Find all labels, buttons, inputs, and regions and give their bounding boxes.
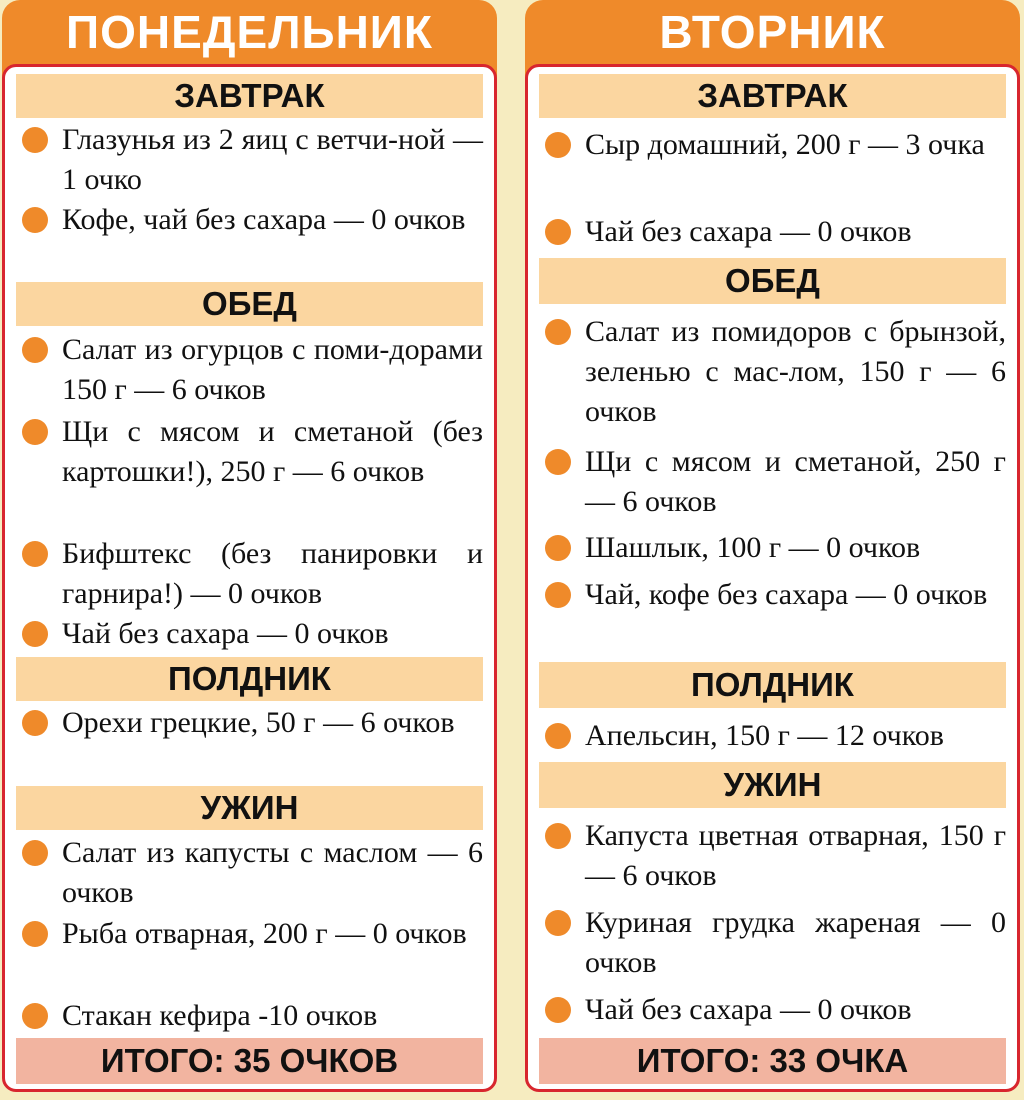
section-lunch: ОБЕД [16,282,483,326]
bullet-icon [545,535,571,561]
bullet-icon [22,710,48,736]
monday-column [2,0,497,1100]
bullet-icon [22,419,48,445]
section-lunch: ОБЕД [539,258,1006,304]
bullet-icon [22,207,48,233]
section-breakfast: ЗАВТРАК [16,74,483,118]
menu-item: Салат из огурцов с поми-дорами 150 г — 6 очков [16,330,483,410]
bullet-icon [22,840,48,866]
menu-item: Кофе, чай без сахара — 0 очков [16,200,483,280]
menu-item: Чай без сахара — 0 очков [539,990,1006,1030]
menu-item: Капуста цветная отварная, 150 г — 6 очков [539,816,1006,896]
menu-item: Чай без сахара — 0 очков [16,614,483,654]
section-snack: ПОЛДНИК [16,657,483,701]
menu-item: Рыба отварная, 200 г — 0 очков [16,914,483,994]
bullet-icon [545,823,571,849]
section-dinner: УЖИН [539,762,1006,808]
menu-item: Шашлык, 100 г — 0 очков [539,528,1006,568]
bullet-icon [22,337,48,363]
menu-item: Салат из капусты с маслом — 6 очков [16,833,483,913]
menu-item: Бифштекс (без панировки и гарнира!) — 0 очков [16,534,483,614]
bullet-icon [22,127,48,153]
bullet-icon [22,921,48,947]
bullet-icon [22,621,48,647]
menu-item: Куриная грудка жареная — 0 очков [539,903,1006,983]
bullet-icon [545,723,571,749]
menu-item: Глазунья из 2 яиц с ветчи-ной — 1 очко [16,120,483,200]
bullet-icon [545,319,571,345]
section-snack: ПОЛДНИК [539,662,1006,708]
menu-item: Орехи грецкие, 50 г — 6 очков [16,703,483,783]
tuesday-column [525,0,1020,1100]
menu-item: Салат из помидоров с брынзой, зеленью с мас-лом, 150 г — 6 очков [539,312,1006,432]
menu-item: Стакан кефира -10 очков [16,996,483,1036]
bullet-icon [545,997,571,1023]
section-breakfast: ЗАВТРАК [539,74,1006,118]
total-score: ИТОГО: 35 ОЧКОВ [16,1038,483,1084]
bullet-icon [22,1003,48,1029]
bullet-icon [545,449,571,475]
menu-item: Щи с мясом и сметаной (без картошки!), 250 г — 6 очков [16,412,483,532]
bullet-icon [545,219,571,245]
section-dinner: УЖИН [16,786,483,830]
bullet-icon [545,132,571,158]
day-title: ПОНЕДЕЛЬНИК [2,0,497,78]
menu-item: Чай, кофе без сахара — 0 очков [539,575,1006,655]
menu-item: Щи с мясом и сметаной, 250 г — 6 очков [539,442,1006,522]
menu-item: Чай без сахара — 0 очков [539,212,1006,252]
bullet-icon [22,541,48,567]
bullet-icon [545,582,571,608]
total-score: ИТОГО: 33 ОЧКА [539,1038,1006,1084]
day-title: ВТОРНИК [525,0,1020,78]
menu-item: Сыр домашний, 200 г — 3 очка [539,125,1006,205]
menu-item: Апельсин, 150 г — 12 очков [539,716,1006,756]
bullet-icon [545,910,571,936]
